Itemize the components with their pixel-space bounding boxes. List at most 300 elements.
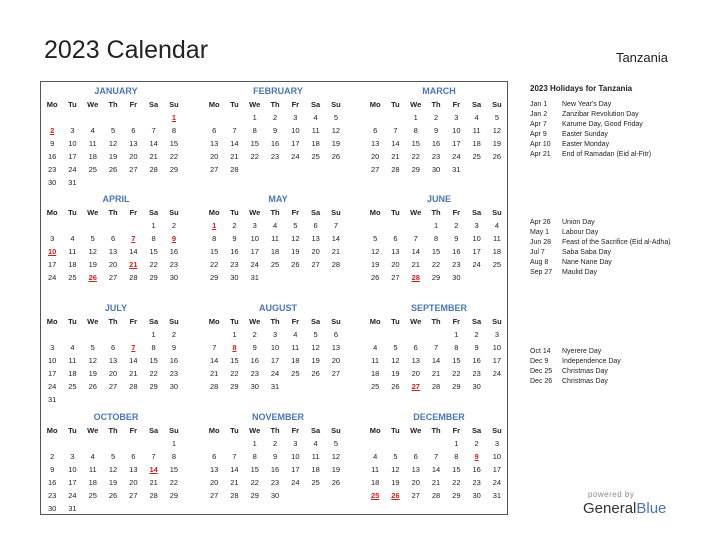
day-cell[interactable]: 2 bbox=[50, 452, 55, 461]
day-cell[interactable]: 17 bbox=[250, 247, 259, 256]
day-cell[interactable]: 24 bbox=[47, 382, 57, 391]
day-cell[interactable]: 10 bbox=[68, 465, 77, 474]
day-cell[interactable]: 19 bbox=[370, 260, 380, 269]
day-cell[interactable]: 17 bbox=[472, 247, 481, 256]
day-cell[interactable]: 5 bbox=[373, 234, 378, 243]
day-cell[interactable]: 20 bbox=[331, 356, 341, 365]
day-cell[interactable]: 4 bbox=[70, 343, 75, 352]
day-cell[interactable]: 17 bbox=[291, 139, 300, 148]
day-cell[interactable]: 18 bbox=[370, 478, 380, 487]
day-cell[interactable]: 21 bbox=[230, 152, 239, 161]
day-cell[interactable]: 1 bbox=[252, 113, 257, 122]
day-cell[interactable]: 21 bbox=[431, 369, 441, 378]
day-cell[interactable]: 8 bbox=[433, 234, 439, 243]
day-cell[interactable]: 19 bbox=[291, 247, 300, 256]
day-cell[interactable]: 21 bbox=[149, 478, 158, 487]
day-cell[interactable]: 28 bbox=[209, 382, 219, 391]
day-cell[interactable]: 16 bbox=[452, 247, 461, 256]
day-cell[interactable]: 8 bbox=[212, 234, 217, 243]
day-cell[interactable]: 16 bbox=[472, 356, 481, 365]
day-cell[interactable]: 29 bbox=[452, 491, 461, 500]
day-cell[interactable]: 31 bbox=[452, 165, 461, 174]
day-cell[interactable]: 21 bbox=[431, 478, 441, 487]
day-cell[interactable]: 22 bbox=[250, 478, 259, 487]
day-cell[interactable]: 14 bbox=[209, 356, 219, 365]
day-cell[interactable]: 10 bbox=[472, 234, 481, 243]
day-cell[interactable]: 22 bbox=[250, 152, 259, 161]
day-cell[interactable]: 16 bbox=[472, 465, 481, 474]
day-cell[interactable]: 19 bbox=[88, 260, 97, 269]
day-cell[interactable]: 26 bbox=[391, 382, 400, 391]
day-cell[interactable]: 15 bbox=[230, 356, 239, 365]
day-cell[interactable]: 24 bbox=[472, 260, 481, 269]
day-cell[interactable]: 27 bbox=[108, 273, 118, 282]
day-cell[interactable]: 6 bbox=[110, 234, 116, 243]
day-cell[interactable]: 5 bbox=[494, 113, 500, 122]
day-cell[interactable]: 26 bbox=[331, 478, 341, 487]
day-cell[interactable]: 27 bbox=[209, 491, 219, 500]
day-cell[interactable]: 28 bbox=[431, 491, 441, 500]
day-cell[interactable]: 1 bbox=[171, 439, 177, 448]
day-cell[interactable]: 23 bbox=[169, 369, 179, 378]
day-cell[interactable]: 22 bbox=[169, 152, 179, 161]
day-cell[interactable]: 16 bbox=[47, 478, 57, 487]
day-cell[interactable]: 7 bbox=[393, 126, 398, 135]
day-cell[interactable]: 9 bbox=[433, 126, 439, 135]
day-cell[interactable]: 10 bbox=[492, 452, 502, 461]
day-cell[interactable]: 26 bbox=[331, 152, 341, 161]
day-cell[interactable]: 11 bbox=[371, 356, 380, 365]
day-cell[interactable]: 18 bbox=[68, 369, 77, 378]
day-cell[interactable]: 30 bbox=[431, 165, 441, 174]
day-cell[interactable]: 12 bbox=[391, 356, 400, 365]
day-cell[interactable]: 11 bbox=[371, 465, 380, 474]
day-cell[interactable]: 12 bbox=[88, 356, 97, 365]
day-cell[interactable]: 29 bbox=[431, 273, 441, 282]
day-cell[interactable]: 29 bbox=[452, 382, 461, 391]
day-cell[interactable]: 3 bbox=[252, 221, 257, 230]
day-cell[interactable]: 20 bbox=[209, 478, 219, 487]
day-cell[interactable]: 3 bbox=[50, 343, 55, 352]
day-cell[interactable]: 12 bbox=[391, 465, 400, 474]
day-cell[interactable]: 30 bbox=[270, 491, 280, 500]
day-cell[interactable]: 5 bbox=[90, 234, 95, 243]
day-cell[interactable]: 5 bbox=[313, 330, 318, 339]
day-cell[interactable]: 15 bbox=[169, 465, 179, 474]
day-cell[interactable]: 11 bbox=[68, 356, 77, 365]
day-cell[interactable]: 11 bbox=[311, 452, 320, 461]
day-cell[interactable]: 28 bbox=[149, 165, 158, 174]
day-cell[interactable]: 4 bbox=[373, 343, 378, 352]
day-cell[interactable]: 26 bbox=[370, 273, 380, 282]
day-cell[interactable]: 10 bbox=[492, 343, 502, 352]
day-cell[interactable]: 9 bbox=[454, 234, 459, 243]
day-cell[interactable]: 25 bbox=[68, 382, 77, 391]
day-cell[interactable]: 22 bbox=[431, 260, 441, 269]
day-cell[interactable]: 18 bbox=[472, 139, 481, 148]
day-cell[interactable]: 25 bbox=[291, 369, 300, 378]
day-cell[interactable]: 26 bbox=[88, 382, 97, 391]
day-cell[interactable]: 31 bbox=[47, 395, 57, 404]
holiday-date-cell[interactable]: 27 bbox=[411, 382, 420, 391]
day-cell[interactable]: 24 bbox=[68, 491, 77, 500]
day-cell[interactable]: 4 bbox=[293, 330, 298, 339]
day-cell[interactable]: 28 bbox=[149, 491, 158, 500]
day-cell[interactable]: 19 bbox=[391, 369, 400, 378]
day-cell[interactable]: 17 bbox=[452, 139, 461, 148]
day-cell[interactable]: 3 bbox=[70, 126, 75, 135]
day-cell[interactable]: 29 bbox=[169, 491, 179, 500]
day-cell[interactable]: 30 bbox=[472, 382, 481, 391]
day-cell[interactable]: 20 bbox=[129, 152, 138, 161]
holiday-date-cell[interactable]: 7 bbox=[131, 343, 136, 352]
day-cell[interactable]: 26 bbox=[492, 152, 502, 161]
day-cell[interactable]: 1 bbox=[252, 439, 257, 448]
day-cell[interactable]: 29 bbox=[209, 273, 219, 282]
day-cell[interactable]: 6 bbox=[110, 343, 116, 352]
day-cell[interactable]: 15 bbox=[250, 465, 259, 474]
day-cell[interactable]: 25 bbox=[88, 491, 97, 500]
day-cell[interactable]: 6 bbox=[212, 452, 217, 461]
day-cell[interactable]: 2 bbox=[171, 221, 177, 230]
day-cell[interactable]: 20 bbox=[311, 247, 320, 256]
holiday-date-cell[interactable]: 7 bbox=[131, 234, 136, 243]
day-cell[interactable]: 25 bbox=[492, 260, 502, 269]
day-cell[interactable]: 7 bbox=[151, 126, 156, 135]
day-cell[interactable]: 22 bbox=[149, 260, 158, 269]
day-cell[interactable]: 17 bbox=[68, 478, 77, 487]
day-cell[interactable]: 24 bbox=[250, 260, 259, 269]
day-cell[interactable]: 1 bbox=[433, 221, 439, 230]
day-cell[interactable]: 27 bbox=[331, 369, 341, 378]
day-cell[interactable]: 11 bbox=[68, 247, 77, 256]
day-cell[interactable]: 6 bbox=[212, 126, 217, 135]
day-cell[interactable]: 27 bbox=[108, 382, 118, 391]
day-cell[interactable]: 17 bbox=[47, 260, 57, 269]
day-cell[interactable]: 23 bbox=[47, 491, 57, 500]
day-cell[interactable]: 1 bbox=[232, 330, 237, 339]
day-cell[interactable]: 18 bbox=[291, 356, 300, 365]
day-cell[interactable]: 2 bbox=[272, 439, 278, 448]
day-cell[interactable]: 17 bbox=[68, 152, 77, 161]
day-cell[interactable]: 1 bbox=[151, 330, 156, 339]
day-cell[interactable]: 30 bbox=[47, 504, 57, 513]
day-cell[interactable]: 11 bbox=[472, 126, 481, 135]
day-cell[interactable]: 14 bbox=[149, 139, 158, 148]
day-cell[interactable]: 28 bbox=[230, 165, 239, 174]
day-cell[interactable]: 9 bbox=[252, 343, 257, 352]
day-cell[interactable]: 2 bbox=[433, 113, 439, 122]
day-cell[interactable]: 25 bbox=[370, 382, 380, 391]
day-cell[interactable]: 18 bbox=[370, 369, 380, 378]
day-cell[interactable]: 8 bbox=[171, 452, 177, 461]
day-cell[interactable]: 20 bbox=[391, 260, 400, 269]
day-cell[interactable]: 13 bbox=[108, 247, 118, 256]
day-cell[interactable]: 4 bbox=[272, 221, 278, 230]
day-cell[interactable]: 14 bbox=[129, 356, 138, 365]
day-cell[interactable]: 19 bbox=[331, 139, 341, 148]
day-cell[interactable]: 25 bbox=[270, 260, 280, 269]
day-cell[interactable]: 23 bbox=[270, 478, 280, 487]
day-cell[interactable]: 5 bbox=[333, 439, 339, 448]
day-cell[interactable]: 20 bbox=[209, 152, 219, 161]
day-cell[interactable]: 27 bbox=[129, 491, 138, 500]
day-cell[interactable]: 27 bbox=[209, 165, 219, 174]
day-cell[interactable]: 21 bbox=[209, 369, 219, 378]
day-cell[interactable]: 7 bbox=[151, 452, 156, 461]
day-cell[interactable]: 19 bbox=[311, 356, 320, 365]
day-cell[interactable]: 16 bbox=[47, 152, 57, 161]
day-cell[interactable]: 20 bbox=[108, 369, 118, 378]
day-cell[interactable]: 24 bbox=[492, 478, 502, 487]
day-cell[interactable]: 6 bbox=[373, 126, 378, 135]
day-cell[interactable]: 20 bbox=[411, 478, 420, 487]
day-cell[interactable]: 25 bbox=[68, 273, 77, 282]
day-cell[interactable]: 27 bbox=[311, 260, 320, 269]
holiday-date-cell[interactable]: 25 bbox=[370, 491, 380, 500]
day-cell[interactable]: 12 bbox=[291, 234, 300, 243]
day-cell[interactable]: 14 bbox=[129, 247, 138, 256]
day-cell[interactable]: 24 bbox=[291, 152, 300, 161]
day-cell[interactable]: 2 bbox=[454, 221, 459, 230]
day-cell[interactable]: 17 bbox=[291, 465, 300, 474]
day-cell[interactable]: 23 bbox=[250, 369, 259, 378]
day-cell[interactable]: 24 bbox=[291, 478, 300, 487]
day-cell[interactable]: 28 bbox=[391, 165, 400, 174]
day-cell[interactable]: 2 bbox=[171, 330, 177, 339]
day-cell[interactable]: 2 bbox=[474, 439, 479, 448]
day-cell[interactable]: 13 bbox=[209, 139, 219, 148]
day-cell[interactable]: 6 bbox=[131, 126, 136, 135]
day-cell[interactable]: 8 bbox=[171, 126, 177, 135]
day-cell[interactable]: 26 bbox=[311, 369, 320, 378]
day-cell[interactable]: 9 bbox=[232, 234, 237, 243]
day-cell[interactable]: 13 bbox=[370, 139, 380, 148]
day-cell[interactable]: 7 bbox=[212, 343, 217, 352]
day-cell[interactable]: 9 bbox=[50, 465, 55, 474]
day-cell[interactable]: 6 bbox=[393, 234, 398, 243]
day-cell[interactable]: 30 bbox=[47, 178, 57, 187]
day-cell[interactable]: 23 bbox=[452, 260, 461, 269]
day-cell[interactable]: 21 bbox=[391, 152, 400, 161]
day-cell[interactable]: 28 bbox=[129, 382, 138, 391]
day-cell[interactable]: 1 bbox=[454, 330, 459, 339]
day-cell[interactable]: 21 bbox=[149, 152, 158, 161]
day-cell[interactable]: 4 bbox=[90, 126, 95, 135]
day-cell[interactable]: 7 bbox=[333, 221, 339, 230]
day-cell[interactable]: 11 bbox=[493, 234, 501, 243]
day-cell[interactable]: 8 bbox=[151, 234, 156, 243]
day-cell[interactable]: 24 bbox=[452, 152, 461, 161]
day-cell[interactable]: 2 bbox=[272, 113, 278, 122]
day-cell[interactable]: 22 bbox=[169, 478, 179, 487]
day-cell[interactable]: 22 bbox=[452, 369, 461, 378]
holiday-date-cell[interactable]: 14 bbox=[149, 465, 158, 474]
day-cell[interactable]: 6 bbox=[131, 452, 136, 461]
day-cell[interactable]: 14 bbox=[391, 139, 400, 148]
day-cell[interactable]: 27 bbox=[411, 491, 420, 500]
day-cell[interactable]: 2 bbox=[474, 330, 479, 339]
day-cell[interactable]: 24 bbox=[47, 273, 57, 282]
day-cell[interactable]: 20 bbox=[411, 369, 420, 378]
day-cell[interactable]: 9 bbox=[272, 452, 278, 461]
day-cell[interactable]: 30 bbox=[472, 491, 481, 500]
day-cell[interactable]: 14 bbox=[331, 234, 341, 243]
holiday-date-cell[interactable]: 1 bbox=[212, 221, 217, 230]
day-cell[interactable]: 8 bbox=[252, 452, 257, 461]
day-cell[interactable]: 31 bbox=[492, 491, 502, 500]
day-cell[interactable]: 24 bbox=[492, 369, 502, 378]
holiday-date-cell[interactable]: 9 bbox=[171, 234, 177, 243]
day-cell[interactable]: 12 bbox=[311, 343, 320, 352]
day-cell[interactable]: 4 bbox=[90, 452, 95, 461]
day-cell[interactable]: 15 bbox=[209, 247, 219, 256]
day-cell[interactable]: 5 bbox=[90, 343, 95, 352]
day-cell[interactable]: 25 bbox=[472, 152, 481, 161]
day-cell[interactable]: 22 bbox=[230, 369, 239, 378]
day-cell[interactable]: 10 bbox=[68, 139, 77, 148]
day-cell[interactable]: 15 bbox=[149, 247, 158, 256]
day-cell[interactable]: 17 bbox=[47, 369, 57, 378]
day-cell[interactable]: 8 bbox=[454, 343, 459, 352]
day-cell[interactable]: 17 bbox=[492, 465, 502, 474]
day-cell[interactable]: 16 bbox=[169, 247, 179, 256]
day-cell[interactable]: 18 bbox=[68, 260, 77, 269]
day-cell[interactable]: 29 bbox=[230, 382, 239, 391]
day-cell[interactable]: 13 bbox=[411, 356, 420, 365]
day-cell[interactable]: 15 bbox=[411, 139, 420, 148]
day-cell[interactable]: 26 bbox=[291, 260, 300, 269]
day-cell[interactable]: 21 bbox=[230, 478, 239, 487]
day-cell[interactable]: 23 bbox=[169, 260, 179, 269]
day-cell[interactable]: 2 bbox=[252, 330, 257, 339]
day-cell[interactable]: 3 bbox=[494, 439, 500, 448]
day-cell[interactable]: 3 bbox=[70, 452, 75, 461]
holiday-date-cell[interactable]: 26 bbox=[391, 491, 400, 500]
day-cell[interactable]: 23 bbox=[472, 478, 481, 487]
day-cell[interactable]: 10 bbox=[270, 343, 280, 352]
holiday-date-cell[interactable]: 2 bbox=[50, 126, 55, 135]
day-cell[interactable]: 23 bbox=[47, 165, 57, 174]
day-cell[interactable]: 30 bbox=[230, 273, 239, 282]
day-cell[interactable]: 12 bbox=[492, 126, 502, 135]
day-cell[interactable]: 24 bbox=[270, 369, 280, 378]
day-cell[interactable]: 18 bbox=[88, 478, 97, 487]
day-cell[interactable]: 13 bbox=[311, 234, 320, 243]
day-cell[interactable]: 7 bbox=[433, 343, 439, 352]
holiday-date-cell[interactable]: 1 bbox=[171, 113, 177, 122]
day-cell[interactable]: 4 bbox=[313, 113, 318, 122]
day-cell[interactable]: 3 bbox=[272, 330, 278, 339]
day-cell[interactable]: 16 bbox=[270, 465, 280, 474]
day-cell[interactable]: 25 bbox=[311, 152, 320, 161]
day-cell[interactable]: 11 bbox=[311, 126, 320, 135]
day-cell[interactable]: 6 bbox=[413, 452, 418, 461]
holiday-date-cell[interactable]: 8 bbox=[232, 343, 237, 352]
day-cell[interactable]: 7 bbox=[232, 126, 237, 135]
day-cell[interactable]: 29 bbox=[149, 382, 158, 391]
day-cell[interactable]: 13 bbox=[331, 343, 341, 352]
day-cell[interactable]: 4 bbox=[494, 221, 500, 230]
day-cell[interactable]: 13 bbox=[411, 465, 420, 474]
brand-logo[interactable] bbox=[583, 500, 666, 517]
day-cell[interactable]: 6 bbox=[313, 221, 318, 230]
day-cell[interactable]: 9 bbox=[171, 343, 177, 352]
day-cell[interactable]: 22 bbox=[209, 260, 219, 269]
day-cell[interactable]: 3 bbox=[494, 330, 500, 339]
day-cell[interactable]: 6 bbox=[333, 330, 339, 339]
day-cell[interactable]: 20 bbox=[108, 260, 118, 269]
day-cell[interactable]: 23 bbox=[270, 152, 280, 161]
day-cell[interactable]: 10 bbox=[47, 356, 57, 365]
day-cell[interactable]: 26 bbox=[108, 165, 118, 174]
day-cell[interactable]: 9 bbox=[474, 343, 479, 352]
day-cell[interactable]: 11 bbox=[271, 234, 279, 243]
day-cell[interactable]: 18 bbox=[270, 247, 280, 256]
day-cell[interactable]: 19 bbox=[492, 139, 502, 148]
day-cell[interactable]: 3 bbox=[474, 221, 479, 230]
day-cell[interactable]: 29 bbox=[411, 165, 420, 174]
day-cell[interactable]: 30 bbox=[452, 273, 461, 282]
day-cell[interactable]: 10 bbox=[452, 126, 461, 135]
day-cell[interactable]: 29 bbox=[250, 491, 259, 500]
day-cell[interactable]: 31 bbox=[68, 178, 77, 187]
holiday-date-cell[interactable]: 10 bbox=[47, 247, 57, 256]
day-cell[interactable]: 19 bbox=[391, 478, 400, 487]
day-cell[interactable]: 1 bbox=[413, 113, 418, 122]
day-cell[interactable]: 30 bbox=[250, 382, 259, 391]
day-cell[interactable]: 6 bbox=[413, 343, 418, 352]
day-cell[interactable]: 19 bbox=[108, 152, 118, 161]
day-cell[interactable]: 25 bbox=[88, 165, 97, 174]
day-cell[interactable]: 29 bbox=[169, 165, 179, 174]
day-cell[interactable]: 27 bbox=[370, 165, 380, 174]
day-cell[interactable]: 5 bbox=[293, 221, 298, 230]
holiday-date-cell[interactable]: 26 bbox=[88, 273, 97, 282]
day-cell[interactable]: 19 bbox=[88, 369, 97, 378]
day-cell[interactable]: 18 bbox=[492, 247, 502, 256]
day-cell[interactable]: 16 bbox=[250, 356, 259, 365]
day-cell[interactable]: 15 bbox=[169, 139, 179, 148]
day-cell[interactable]: 16 bbox=[431, 139, 441, 148]
day-cell[interactable]: 4 bbox=[373, 452, 378, 461]
day-cell[interactable]: 14 bbox=[431, 356, 441, 365]
day-cell[interactable]: 18 bbox=[311, 139, 320, 148]
day-cell[interactable]: 21 bbox=[129, 369, 138, 378]
day-cell[interactable]: 13 bbox=[129, 465, 138, 474]
day-cell[interactable]: 30 bbox=[169, 382, 179, 391]
day-cell[interactable]: 19 bbox=[108, 478, 118, 487]
day-cell[interactable]: 4 bbox=[313, 439, 318, 448]
day-cell[interactable]: 5 bbox=[110, 126, 116, 135]
day-cell[interactable]: 14 bbox=[411, 247, 420, 256]
day-cell[interactable]: 8 bbox=[252, 126, 257, 135]
day-cell[interactable]: 28 bbox=[431, 382, 441, 391]
day-cell[interactable]: 5 bbox=[393, 343, 398, 352]
day-cell[interactable]: 8 bbox=[454, 452, 459, 461]
day-cell[interactable]: 8 bbox=[151, 343, 156, 352]
day-cell[interactable]: 23 bbox=[431, 152, 441, 161]
day-cell[interactable]: 8 bbox=[413, 126, 418, 135]
day-cell[interactable]: 22 bbox=[411, 152, 420, 161]
day-cell[interactable]: 16 bbox=[230, 247, 239, 256]
day-cell[interactable]: 21 bbox=[411, 260, 420, 269]
day-cell[interactable]: 12 bbox=[331, 126, 341, 135]
day-cell[interactable]: 25 bbox=[311, 478, 320, 487]
day-cell[interactable]: 15 bbox=[452, 465, 461, 474]
day-cell[interactable]: 1 bbox=[454, 439, 459, 448]
day-cell[interactable]: 3 bbox=[454, 113, 459, 122]
